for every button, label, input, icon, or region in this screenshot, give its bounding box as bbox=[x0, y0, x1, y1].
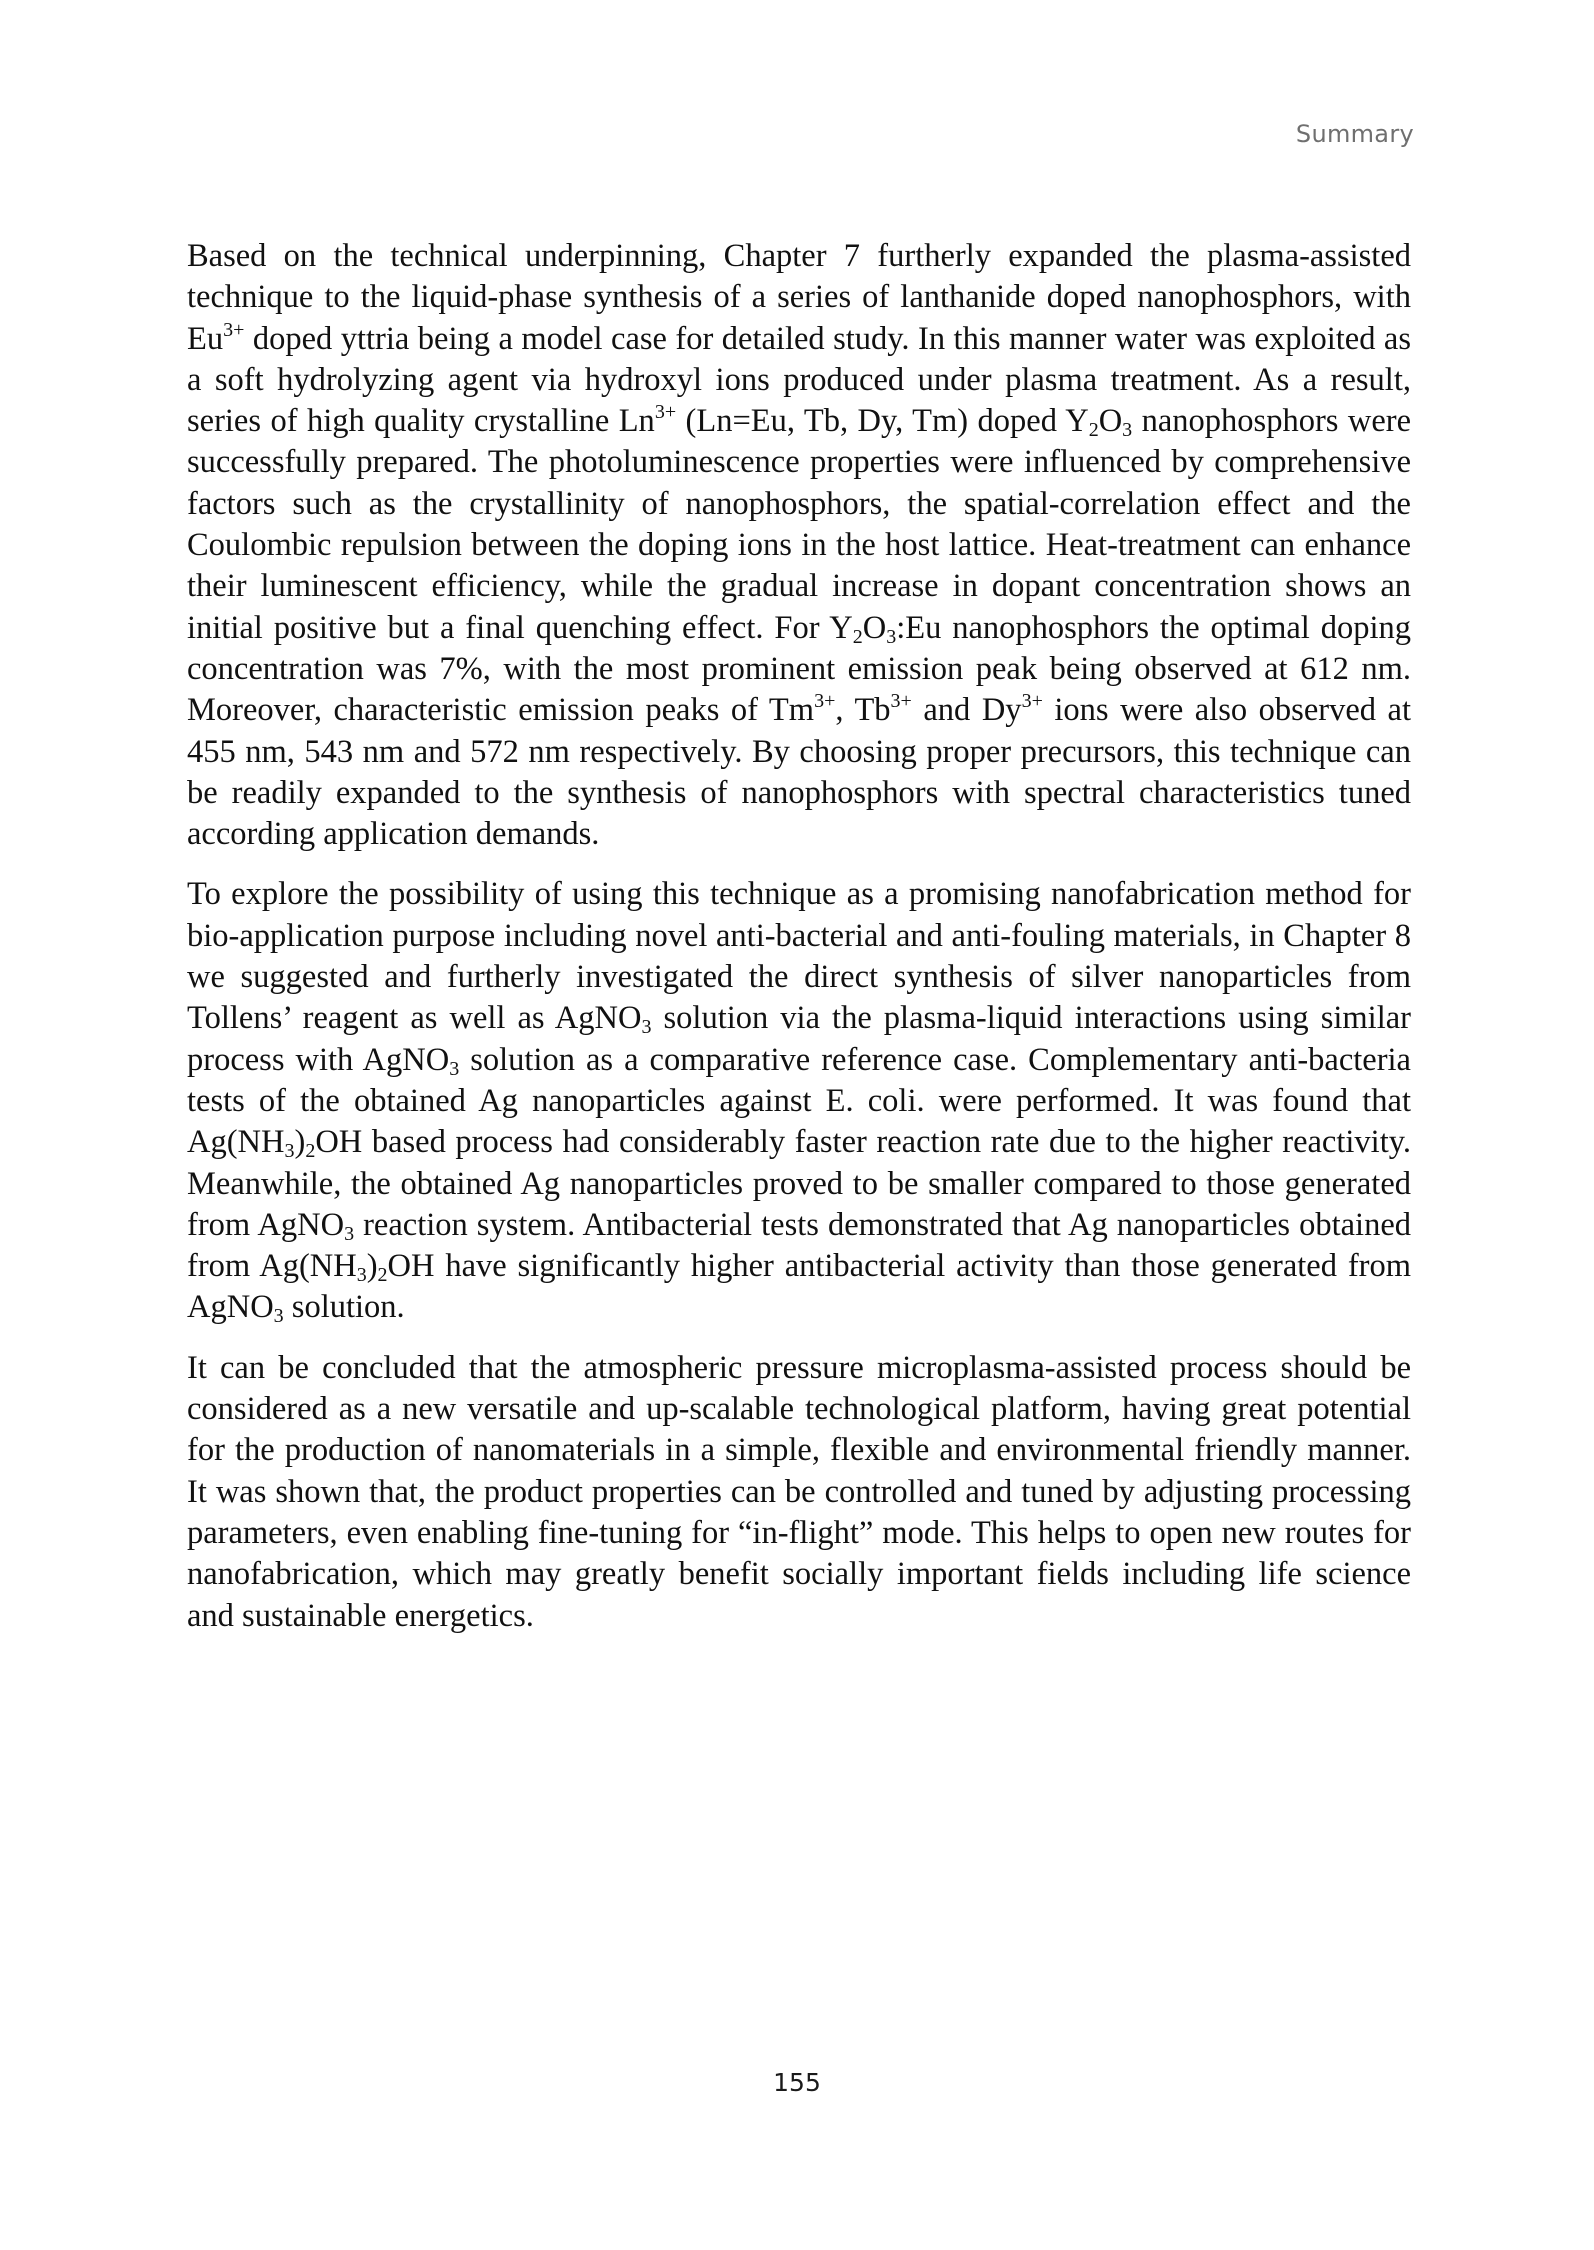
subscript: 2 bbox=[305, 1140, 316, 1163]
subscript: 3 bbox=[449, 1057, 460, 1080]
text-run: ) bbox=[294, 1124, 306, 1161]
subscript: 3 bbox=[273, 1305, 284, 1328]
body-text bbox=[187, 236, 1411, 1656]
text-run: solution via the plasma-liquid interactions using similar process with AgNO bbox=[187, 1000, 1411, 1078]
superscript: 3+ bbox=[814, 690, 836, 713]
subscript: 3 bbox=[356, 1264, 367, 1287]
text-run: (Ln=Eu, Tb, Dy, Tm) doped Y bbox=[676, 403, 1089, 440]
text-run: OH based process had considerably faster reaction rate due to the higher reactivity. Meanwhile, the obtained Ag nanoparticles proved to be smaller compared to those generated from AgNO bbox=[187, 1124, 1411, 1243]
superscript: 3+ bbox=[1021, 690, 1043, 713]
text-run: OH have significantly higher antibacterial activity than those generated from AgNO bbox=[187, 1248, 1411, 1326]
superscript: 3+ bbox=[890, 690, 912, 713]
text-run: , Tb bbox=[835, 692, 891, 729]
subscript: 3 bbox=[1122, 419, 1133, 442]
subscript: 2 bbox=[852, 625, 863, 648]
running-header: Summary bbox=[1295, 120, 1414, 148]
text-run: and Dy bbox=[911, 692, 1022, 729]
text-run: O bbox=[1098, 403, 1123, 440]
text-run: solution. bbox=[283, 1289, 405, 1326]
subscript: 3 bbox=[344, 1222, 355, 1245]
paragraph-1 bbox=[187, 236, 1411, 855]
text-run: O bbox=[862, 609, 887, 646]
text-run: doped yttria being a model case for detailed study. In this manner water was exploited as a soft hydrolyzing agent via hydroxyl ions produced under plasma treatment. As a result, series of high quality crystalline Ln bbox=[187, 320, 1411, 440]
paragraph-2 bbox=[187, 874, 1411, 1328]
text-run: reaction system. Antibacterial tests demonstrated that Ag nanoparticles obtained from Ag(NH bbox=[187, 1206, 1411, 1285]
subscript: 3 bbox=[641, 1016, 652, 1039]
text-run: Based on the technical underpinning, Chapter 7 furtherly expanded the plasma-assisted technique to the liquid-phase synthesis of a series of lanthanide doped nanophosphors, with Eu bbox=[187, 238, 1411, 357]
text-run: To explore the possibility of using this technique as a promising nanofabrication method for bio-application purpose including novel anti-bacterial and anti-fouling materials, in Chapter 8 we suggested and furtherly investigated the direct synthesis of silver nanoparticles from Tollens’ reagent as well as AgNO bbox=[187, 876, 1411, 1037]
text-run: ) bbox=[366, 1248, 378, 1285]
subscript: 3 bbox=[284, 1140, 295, 1163]
subscript: 3 bbox=[886, 625, 897, 648]
superscript: 3+ bbox=[223, 318, 245, 341]
text-run: It can be concluded that the atmospheric pressure microplasma-assisted process should be considered as a new versatile and up-scalable technological platform, having great potential for the production of nanomaterials in a simple, flexible and environmental friendly manner. It was shown that, the product properties can be controlled and tuned by adjusting processing parameters, even enabling fine-tuning for “in-flight” mode. This helps to open new routes for nanofabrication, which may greatly benefit socially important fields including life science and sustainable energetics. bbox=[187, 1349, 1411, 1634]
text-run: nanophosphors were successfully prepared. The photoluminescence properties were influenced by comprehensive factors such as the crystallinity of nanophosphors, the spatial-correlation effect and the Coulombic repulsion between the doping ions in the host lattice. Heat-treatment can enhance their luminescent efficiency, while the gradual increase in dopant concentration shows an initial positive but a final quenching effect. For Y bbox=[187, 403, 1411, 646]
page-number: 155 bbox=[773, 2068, 821, 2097]
text-run: solution as a comparative reference case. Complementary anti-bacteria tests of the obtained Ag nanoparticles against E. coli. were performed. It was found that Ag(NH bbox=[187, 1041, 1411, 1161]
subscript: 2 bbox=[1088, 419, 1099, 442]
text-run: :Eu nanophosphors the optimal doping concentration was 7%, with the most prominent emission peak being observed at 612 nm. Moreover, characteristic emission peaks of Tm bbox=[187, 609, 1411, 729]
paragraph-3 bbox=[187, 1348, 1411, 1637]
subscript: 2 bbox=[377, 1264, 388, 1287]
text-run: ions were also observed at 455 nm, 543 nm and 572 nm respectively. By choosing proper precursors, this technique can be readily expanded to the synthesis of nanophosphors with spectral characteristics tuned according application demands. bbox=[187, 692, 1412, 853]
superscript: 3+ bbox=[654, 401, 677, 424]
